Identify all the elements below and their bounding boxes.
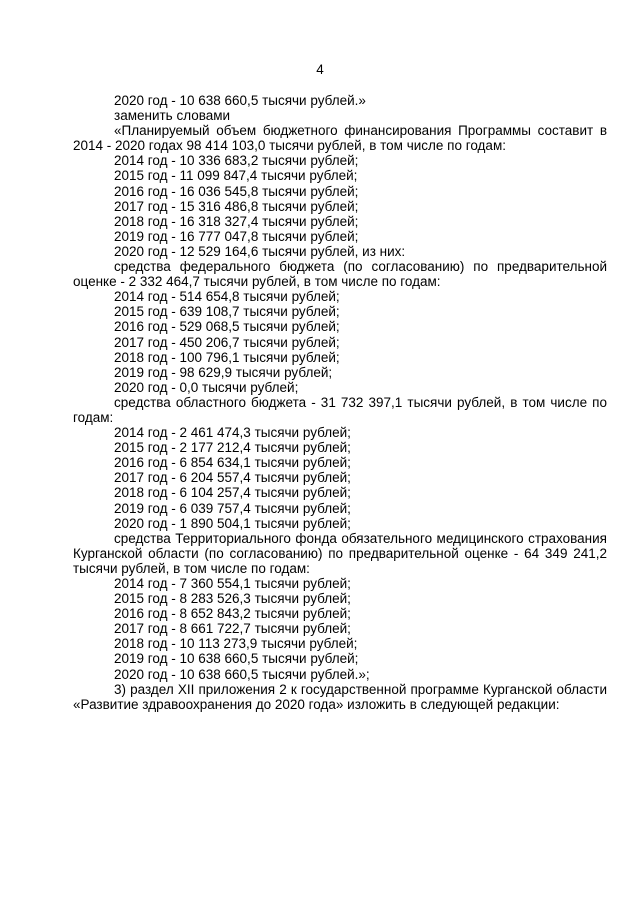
text-line: 2016 год - 8 652 843,2 тысячи рублей; [114, 606, 351, 622]
paragraph: средства Территориального фонда обязательного медицинского страхования Курганской области (по согласованию) по предварительной оценке - 64 349 241,2 тысячи рублей, в том числе по годам: [73, 530, 607, 576]
text-line: 2019 год - 16 777 047,8 тысячи рублей; [114, 228, 359, 244]
text-line: 2014 год - 2 461 474,3 тысячи рублей; [114, 425, 351, 441]
text-line: 2014 год - 10 336 683,2 тысячи рублей; [114, 153, 359, 169]
paragraph: 3) раздел XII приложения 2 к государственной программе Курганской области «Развитие здравоохранения до 2020 года» изложить в следующей редакции: [73, 681, 607, 712]
text-line: 2020 год - 10 638 660,5 тысячи рублей.»; [114, 666, 370, 682]
text-line: 2017 год - 6 204 557,4 тысячи рублей; [114, 470, 351, 486]
text-line: 2018 год - 10 113 273,9 тысячи рублей; [114, 636, 358, 652]
text-line: 2015 год - 2 177 212,4 тысячи рублей; [114, 440, 351, 456]
text-line: 2018 год - 100 796,1 тысячи рублей; [114, 349, 340, 365]
text-line: 2019 год - 10 638 660,5 тысячи рублей; [114, 651, 359, 667]
text-line: 2018 год - 16 318 327,4 тысячи рублей; [114, 213, 359, 229]
page-number: 4 [316, 62, 324, 77]
text-line: 2020 год - 10 638 660,5 тысячи рублей.» [114, 93, 366, 108]
paragraph: «Планируемый объем бюджетного финансирования Программы составит в 2014 - 2020 годах 98 414 103,0 тысячи рублей, в том числе по годам: [73, 123, 607, 154]
paragraph: средства областного бюджета - 31 732 397,1 тысячи рублей, в том числе по годам: [73, 394, 607, 425]
text-line: 2017 год - 450 206,7 тысячи рублей; [114, 334, 340, 350]
text-line: 2017 год - 8 661 722,7 тысячи рублей; [114, 621, 351, 637]
text-line: заменить словами [114, 108, 231, 124]
paragraph: средства федерального бюджета (по согласованию) по предварительной оценке - 2 332 464,7 тысячи рублей, в том числе по годам: [73, 259, 607, 290]
text-line: 2019 год - 6 039 757,4 тысячи рублей; [114, 500, 351, 516]
text-line: 2020 год - 12 529 164,6 тысячи рублей, из них: [114, 243, 406, 259]
text-line: 2019 год - 98 629,9 тысячи рублей; [114, 364, 333, 380]
text-line: 2020 год - 1 890 504,1 тысячи рублей; [114, 515, 351, 531]
text-line: 2014 год - 514 654,8 тысячи рублей; [114, 289, 340, 305]
text-line: 2016 год - 6 854 634,1 тысячи рублей; [114, 455, 351, 471]
text-line: 2016 год - 529 068,5 тысячи рублей; [114, 319, 340, 335]
text-line: 2017 год - 15 316 486,8 тысячи рублей; [114, 198, 359, 214]
text-line: 2018 год - 6 104 257,4 тысячи рублей; [114, 485, 351, 501]
text-line: 2016 год - 16 036 545,8 тысячи рублей; [114, 183, 359, 199]
text-line: 2015 год - 8 283 526,3 тысячи рублей; [114, 591, 351, 607]
text-line: 2015 год - 11 099 847,4 тысячи рублей; [114, 168, 358, 184]
text-line: 2015 год - 639 108,7 тысячи рублей; [114, 304, 340, 320]
text-line: 2014 год - 7 360 554,1 тысячи рублей; [114, 576, 351, 591]
text-line: 2020 год - 0,0 тысячи рублей; [114, 379, 299, 395]
document-body [73, 93, 607, 712]
